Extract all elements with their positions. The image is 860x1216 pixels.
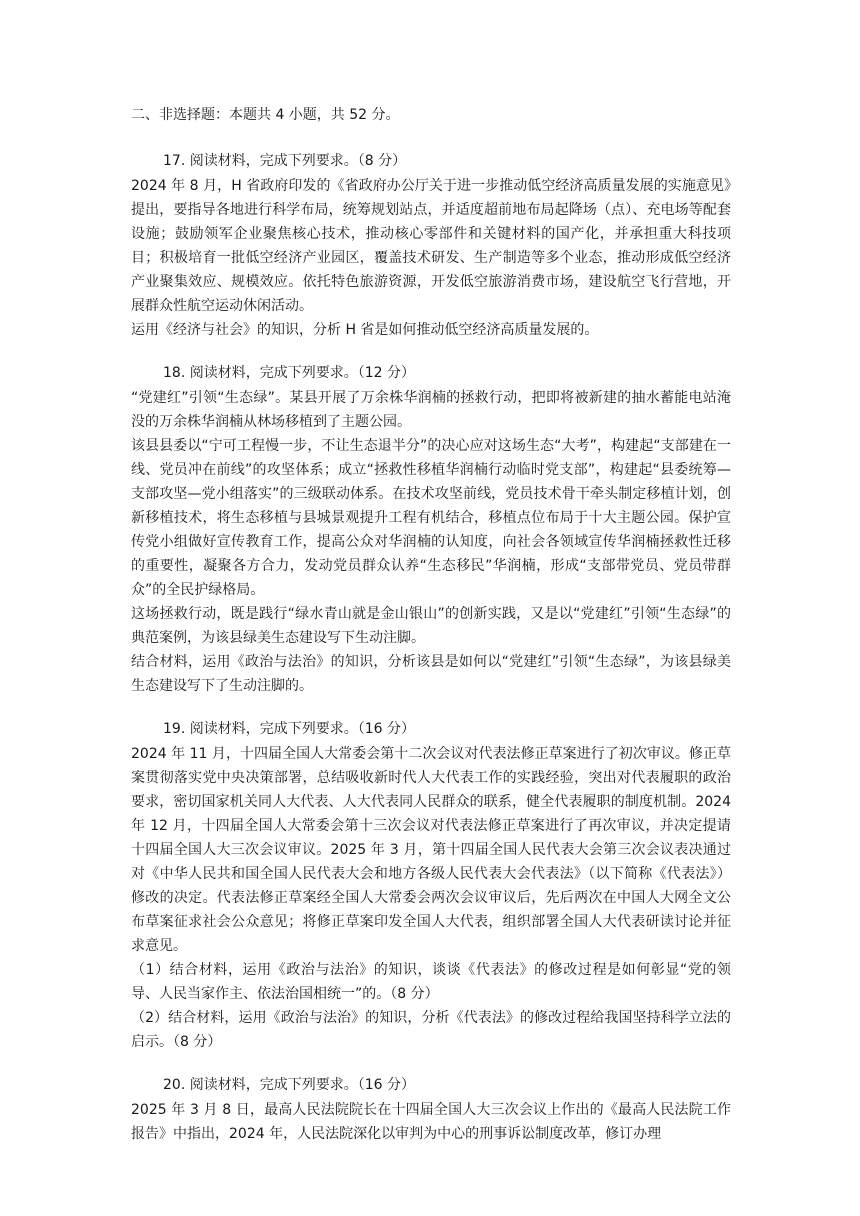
material-paragraph: 2024 年 11 月，十四届全国人大常委会第十二次会议对代表法修正草案进行了初次审议。修正草案贯彻落实党中央决策部署，总结吸收新时代人大代表工作的实践经验，突出对代表履职的政治要求，密切国家机关同人大代表、人大代表同人民群众的联系，健全代表履职的制度机制。2024 年 12 月，十四届全国人大常委会第十三次会议对代表法修正草案进行了再次审议，并决定提请十四届全国人大三次会议审议。2025 年 3 月，第十四届全国人民代表大会第三次会议表决通过对《中华人民共和国全国人民代表大会和地方各级人民代表大会代表法》（以下简称《代表法》）修改的决定。代表法修正草案经全国人大常委会两次会议审议后，先后两次在中国人大网全文公布草案征求社会公众意见；将修正草案印发全国人大代表，组织部署全国人大代表研读讨论并征求意见。 — [131, 746, 731, 954]
material-paragraph: 2025 年 3 月 8 日，最高人民法院院长在十四届全国人大三次会议上作出的《最高人民法院工作报告》中指出，2024 年，人民法院深化以审判为中心的刑事诉讼制度改革，修订办理 — [131, 1102, 731, 1142]
question-17 — [131, 150, 731, 342]
material-paragraph: “党建红”引领“生态绿”。某县开展了万余株华润楠的拯救行动，把即将被新建的抽水蓄能电站淹没的万余株华润楠从林场移植到了主题公园。 — [131, 390, 731, 430]
question-prompt: 结合材料，运用《政治与法治》的知识，分析该县是如何以“党建红”引领“生态绿”，为该县绿美生态建设写下了生动注脚的。 — [131, 654, 731, 694]
material-paragraph: 2024 年 8 月，H 省政府印发的《省政府办公厅关于进一步推动低空经济高质量发展的实施意见》提出，要指导各地进行科学布局，统筹规划站点，并适度超前地布局起降场（点）、充电场等配套设施；鼓励领军企业聚焦核心技术，推动核心零部件和关键材料的国产化，并承担重大科技项目；积极培育一批低空经济产业园区，覆盖技术研发、生产制造等多个业态，推动形成低空经济产业聚集效应、规模效应。依托特色旅游资源，开发低空旅游消费市场，建设航空飞行营地，开展群众性航空运动休闲活动。 — [131, 178, 731, 314]
question-prompt: 运用《经济与社会》的知识，分析 H 省是如何推动低空经济高质量发展的。 — [131, 322, 599, 338]
question-19 — [131, 718, 731, 1054]
document-content — [131, 100, 731, 1146]
question-prompt: （2）结合材料，运用《政治与法治》的知识，分析《代表法》的修改过程给我国坚持科学立法的启示。（8 分） — [131, 1010, 731, 1050]
question-prompt: （1）结合材料，运用《政治与法治》的知识，谈谈《代表法》的修改过程是如何彰显“党的领导、人民当家作主、依法治国相统一”的。（8 分） — [131, 962, 731, 1002]
question-20 — [131, 1074, 731, 1146]
question-18 — [131, 362, 731, 698]
material-paragraph: 该县县委以“宁可工程慢一步，不让生态退半分”的决心应对这场生态“大考”，构建起“支部建在一线、党员冲在前线”的攻坚体系；成立“拯救性移植华润楠行动临时党支部”，构建起“县委统筹—支部攻坚—党小组落实”的三级联动体系。在技术攻坚前线，党员技术骨干牵头制定移植计划，创新移植技术，将生态移植与县城景观提升工程有机结合，移植点位布局于十大主题公园。保护宣传党小组做好宣传教育工作，提高公众对华润楠的认知度，向社会各领域宣传华润楠拯救性迁移的重要性，凝聚各方合力，发动党员群众认养“生态移民”华润楠，形成“支部带党员、党员带群众”的全民护绿格局。 — [131, 438, 731, 598]
question-title: 19. 阅读材料，完成下列要求。（16 分） — [163, 721, 415, 737]
section-heading: 二、非选择题：本题共 4 小题，共 52 分。 — [131, 107, 400, 123]
material-paragraph: 这场拯救行动，既是践行“绿水青山就是金山银山”的创新实践，又是以“党建红”引领“生态绿”的典范案例，为该县绿美生态建设写下生动注脚。 — [131, 606, 731, 646]
question-title: 20. 阅读材料，完成下列要求。（16 分） — [163, 1077, 415, 1093]
question-title: 18. 阅读材料，完成下列要求。（12 分） — [163, 365, 415, 381]
question-title: 17. 阅读材料，完成下列要求。（8 分） — [163, 153, 407, 169]
